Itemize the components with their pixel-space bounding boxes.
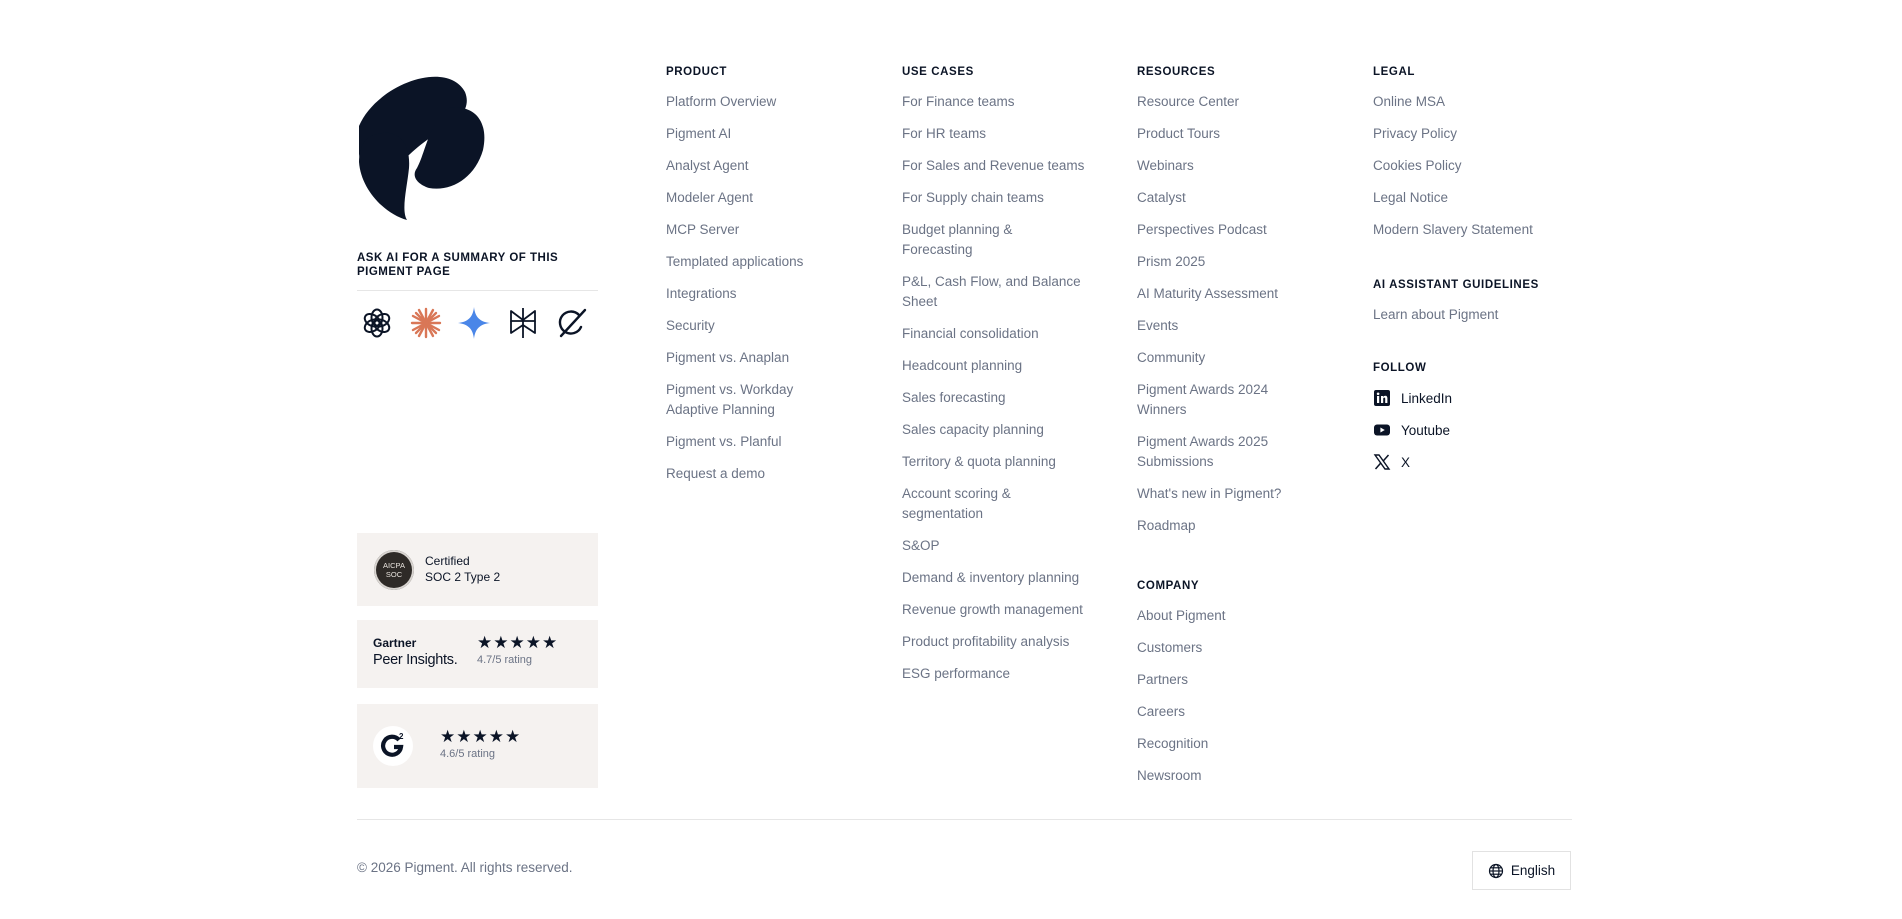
company-link[interactable]: Careers — [1137, 704, 1186, 719]
follow-heading: FOLLOW — [1373, 362, 1427, 374]
language-label: English — [1510, 863, 1556, 878]
company-links — [1137, 606, 1226, 798]
x-label: X — [1401, 454, 1411, 470]
product-link[interactable]: Platform Overview — [666, 94, 777, 109]
use-case-link[interactable]: For Supply chain teams — [902, 190, 1044, 205]
resources-heading: RESOURCES — [1137, 66, 1216, 78]
gartner-rating-label: 4.7/5 rating — [477, 654, 533, 666]
gartner-badge[interactable] — [357, 620, 598, 688]
resource-link[interactable]: Events — [1137, 318, 1179, 333]
use-case-link[interactable]: For Finance teams — [902, 94, 1015, 109]
globe-icon — [1488, 863, 1504, 879]
product-link[interactable]: Pigment vs. Anaplan — [666, 350, 790, 365]
product-link[interactable]: Pigment AI — [666, 126, 732, 141]
use-case-link[interactable]: Revenue growth management — [902, 602, 1083, 617]
youtube-icon — [1373, 421, 1391, 439]
perplexity-icon[interactable] — [505, 305, 541, 341]
gartner-star-rating: ★★★★★ — [477, 633, 559, 652]
divider — [357, 290, 598, 291]
g2-rating-label: 4.6/5 rating — [440, 748, 496, 760]
g2-logo-icon — [373, 726, 413, 766]
legal-heading: LEGAL — [1373, 66, 1415, 78]
company-link[interactable]: About Pigment — [1137, 608, 1226, 623]
resource-link[interactable]: Perspectives Podcast — [1137, 222, 1267, 237]
ai-guidelines-heading: AI ASSISTANT GUIDELINES — [1373, 279, 1539, 291]
linkedin-icon — [1373, 389, 1391, 407]
soc2-badge[interactable] — [357, 533, 598, 606]
pigment-logo[interactable] — [357, 64, 487, 220]
company-heading: COMPANY — [1137, 580, 1200, 592]
youtube-label: Youtube — [1401, 422, 1451, 438]
use-case-link[interactable]: S&OP — [902, 538, 940, 553]
resource-link[interactable]: Roadmap — [1137, 518, 1196, 533]
gartner-brand: Gartner — [373, 636, 417, 650]
x-icon — [1373, 453, 1391, 471]
use-case-link[interactable]: Sales capacity planning — [902, 422, 1044, 437]
use-case-link[interactable]: Sales forecasting — [902, 390, 1006, 405]
ai-guidelines-link[interactable]: Learn about Pigment — [1373, 307, 1499, 322]
use-case-link[interactable]: For HR teams — [902, 126, 987, 141]
g2-badge[interactable] — [357, 704, 598, 788]
use-case-link[interactable]: Demand & inventory planning — [902, 570, 1080, 585]
resource-link[interactable]: Webinars — [1137, 158, 1194, 173]
product-links — [666, 92, 836, 496]
use-case-link[interactable]: Headcount planning — [902, 358, 1023, 373]
grok-icon[interactable] — [553, 305, 589, 341]
legal-link[interactable]: Modern Slavery Statement — [1373, 222, 1533, 237]
soc-seal-text: AICPA SOC — [383, 561, 405, 579]
youtube-link[interactable] — [1373, 421, 1450, 439]
use-case-link[interactable]: Financial consolidation — [902, 326, 1039, 341]
resource-link[interactable]: Pigment Awards 2024 Winners — [1137, 382, 1269, 417]
resource-link[interactable]: Community — [1137, 350, 1206, 365]
use-case-link[interactable]: Budget planning & Forecasting — [902, 222, 1013, 257]
product-link[interactable]: Pigment vs. Workday Adaptive Planning — [666, 382, 794, 417]
legal-link[interactable]: Legal Notice — [1373, 190, 1449, 205]
soc-seal — [374, 550, 414, 590]
product-link[interactable]: Pigment vs. Planful — [666, 434, 782, 449]
resource-link[interactable]: Resource Center — [1137, 94, 1240, 109]
resource-link[interactable]: Pigment Awards 2025 Submissions — [1137, 434, 1269, 469]
company-link[interactable]: Partners — [1137, 672, 1189, 687]
use-cases-heading: USE CASES — [902, 66, 974, 78]
resources-links — [1137, 92, 1297, 548]
company-link[interactable]: Recognition — [1137, 736, 1209, 751]
language-selector[interactable] — [1472, 851, 1571, 890]
product-link[interactable]: MCP Server — [666, 222, 740, 237]
legal-link[interactable]: Cookies Policy — [1373, 158, 1462, 173]
peer-insights-brand: Peer Insights. — [373, 652, 458, 668]
company-link[interactable]: Newsroom — [1137, 768, 1202, 783]
g2-logo — [373, 726, 413, 766]
soc-certified-label: Certified — [425, 554, 470, 568]
use-cases-links — [902, 92, 1102, 696]
chatgpt-icon[interactable] — [359, 305, 395, 341]
use-case-link[interactable]: For Sales and Revenue teams — [902, 158, 1085, 173]
resource-link[interactable]: What's new in Pigment? — [1137, 486, 1282, 501]
use-case-link[interactable]: Territory & quota planning — [902, 454, 1056, 469]
legal-links — [1373, 92, 1533, 252]
footer-divider — [357, 819, 1572, 820]
product-link[interactable]: Modeler Agent — [666, 190, 754, 205]
linkedin-label: LinkedIn — [1401, 390, 1453, 406]
product-link[interactable]: Templated applications — [666, 254, 804, 269]
copyright-text: © 2026 Pigment. All rights reserved. — [357, 860, 573, 875]
product-heading: PRODUCT — [666, 66, 728, 78]
resource-link[interactable]: Catalyst — [1137, 190, 1186, 205]
resource-link[interactable]: Product Tours — [1137, 126, 1221, 141]
resource-link[interactable]: Prism 2025 — [1137, 254, 1206, 269]
use-case-link[interactable]: Product profitability analysis — [902, 634, 1070, 649]
product-link[interactable]: Security — [666, 318, 715, 333]
svg-text:2: 2 — [399, 732, 404, 741]
linkedin-link[interactable] — [1373, 389, 1452, 407]
product-link[interactable]: Analyst Agent — [666, 158, 749, 173]
legal-link[interactable]: Online MSA — [1373, 94, 1446, 109]
product-link[interactable]: Request a demo — [666, 466, 766, 481]
ask-ai-title: ASK AI FOR A SUMMARY OF THIS PIGMENT PAGE — [357, 252, 559, 278]
product-link[interactable]: Integrations — [666, 286, 737, 301]
resource-link[interactable]: AI Maturity Assessment — [1137, 286, 1279, 301]
x-link[interactable] — [1373, 453, 1410, 471]
g2-star-rating: ★★★★★ — [440, 727, 522, 746]
company-link[interactable]: Customers — [1137, 640, 1203, 655]
soc-type-label: SOC 2 Type 2 — [425, 570, 501, 584]
use-case-link[interactable]: Account scoring & segmentation — [902, 486, 1011, 521]
claude-icon[interactable] — [408, 305, 444, 341]
use-case-link[interactable]: P&L, Cash Flow, and Balance Sheet — [902, 274, 1081, 309]
gemini-icon[interactable] — [456, 305, 492, 341]
ai-guidelines-links — [1373, 305, 1498, 337]
legal-link[interactable]: Privacy Policy — [1373, 126, 1458, 141]
use-case-link[interactable]: ESG performance — [902, 666, 1011, 681]
